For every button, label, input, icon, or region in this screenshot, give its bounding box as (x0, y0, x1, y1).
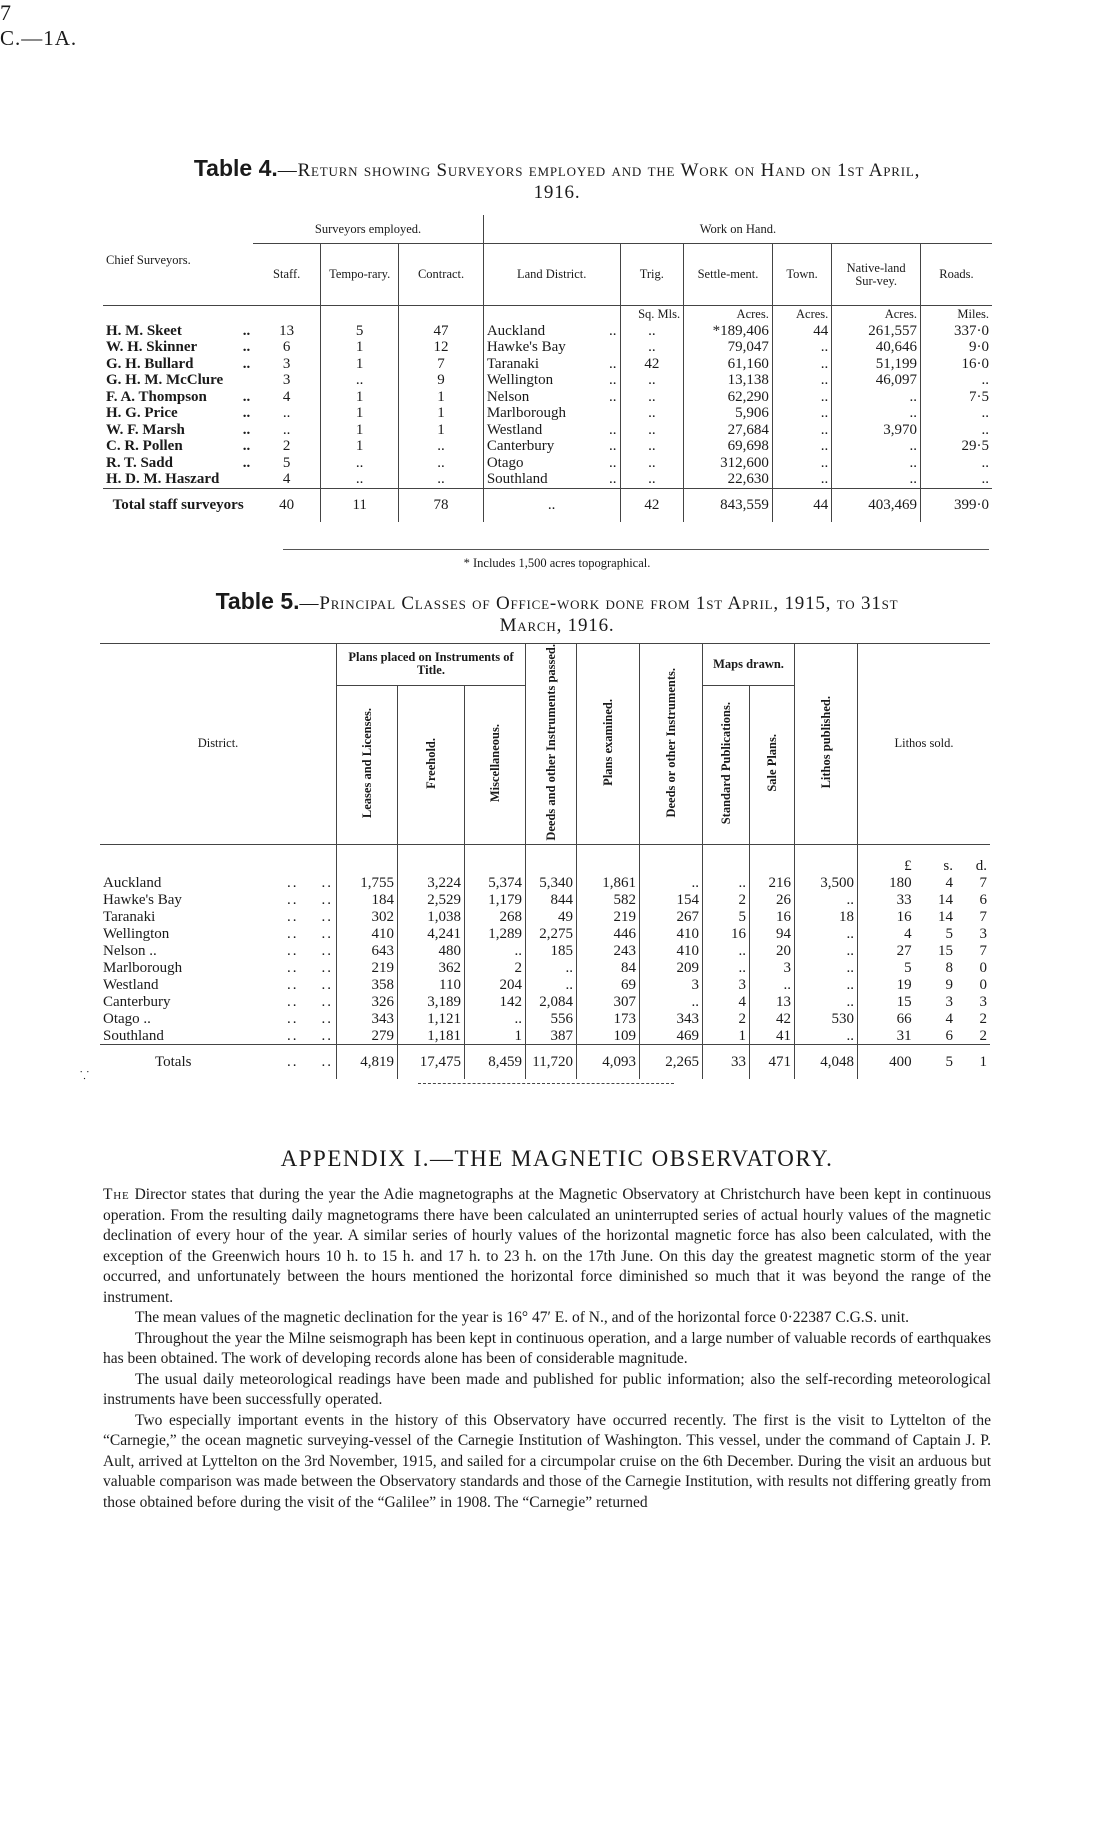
table-row: H. D. M. Haszard 4 .. .. Southland .. .. 22,630 .. .. .. (103, 471, 992, 488)
appendix-body (103, 1185, 991, 1513)
table4-col-settlement: Settle-ment. (684, 244, 773, 306)
table-row: F. A. Thompson .. 4 1 1 Nelson .. .. 62,290 .. .. 7·5 (103, 389, 992, 406)
table4-surveyor: R. T. Sadd (106, 454, 173, 471)
table-row: Southland .. .. 279 1,181 1 387 109 469 1 41 .. 31 6 2 (103, 1027, 987, 1044)
table-row: H. G. Price .. .. 1 1 Marlborough .. 5,906 .. .. .. (103, 405, 992, 422)
appendix-paragraph: Two especially important events in the history of this Observatory have occurred recently. The first is the visit to Lyttelton of the “Carnegie,” the ocean magnetic surveying-vessel of the Carnegie Institution of Washington. This vessel, under the command of Captain J. P. Ault, arrived at Lyttelton on the 3rd November, 1915, and sailed for a circumpolar cruise on the 6th December. During the visit an arduous but valuable comparison was made between the Observatory standards and those of the Carnegie Institution, with results not differing greatly from those obtained before during the visit of the “Galilee” in 1908. The “Carnegie” returned (103, 1411, 991, 1511)
table5-district: Hawke's Bay (103, 891, 182, 908)
table5-district: Nelson (103, 942, 146, 959)
table5-unit-pounds: £ (858, 844, 915, 874)
table5-group-maps: Maps drawn. (703, 644, 795, 686)
table5-group-plans: Plans placed on Instruments of Title. (337, 644, 526, 686)
appendix-paragraph: The Director states that during the year the Adie magnetographs at the Magnetic Observatory at Christchurch have been kept in continuous operation. From the resulting daily magnetograms there have been calculated an uninterrupted series of actual hourly values of the magnetic declination of every hour of the year. A similar series of hourly values of the horizontal magnetic force has also been calculated, with the exception of the Greenwich hours 10 h. to 15 h. and 17 h. to 23 h. on the 17th June. On this day the greatest magnetic storm of the year occurred, and unfortunately between the hours mentioned the horizontal force diminished so much that it was beyond the range of the instrument. (103, 1186, 991, 1306)
table5-district: Marlborough (103, 959, 183, 976)
table4-surveyor: W. F. Marsh (106, 421, 185, 438)
table4-total-row: Total staff surveyors 40 11 78 .. 42 843,559 44 403,469 399·0 (103, 488, 992, 522)
appendix-title: APPENDIX I.—THE MAGNETIC OBSERVATORY. (280, 1146, 834, 1171)
table5-label: Table 5. (215, 588, 300, 614)
table4-surveyor: C. R. Pollen (106, 438, 183, 455)
table-row: W. F. Marsh .. .. 1 1 Westland .. .. 27,684 .. 3,970 .. (103, 422, 992, 439)
table-row: Westland .. .. 358 110 204 .. 69 3 3 .. .. 19 9 0 (103, 976, 987, 993)
table4 (103, 215, 992, 522)
table5-total-label: Totals (155, 1053, 192, 1070)
table-row: Marlborough .. .. 219 362 2 .. 84 209 .. 3 .. 5 8 0 (103, 959, 987, 976)
table5-district: Southland (103, 1027, 164, 1044)
table4-group-surveyors: Surveyors employed. (253, 215, 483, 244)
table4-unit-town: Acres. (772, 306, 831, 323)
table4-surveyor: W. H. Skinner (106, 339, 198, 356)
table4-bottom-rule (283, 549, 989, 550)
table4-surveyor: H. D. M. Haszard (106, 471, 220, 488)
table5-col-lithos-sold: Lithos sold. (858, 644, 991, 845)
section-divider (418, 1083, 674, 1084)
table4-title-line1: —Return showing Surveyors employed and the Work on Hand on 1st April, (277, 160, 921, 181)
table5-total-row: Totals .. .. 4,819 17,475 8,459 11,720 4,093 2,265 33 471 4,048 400 5 1 (100, 1045, 990, 1079)
table5-col-plans-examined: Plans examined. (600, 698, 615, 786)
table4-col-town: Town. (772, 244, 831, 306)
table5-title-line2: March, 1916. (499, 615, 615, 636)
table5-col-freehold: Freehold. (423, 737, 438, 789)
table5-district: Wellington (103, 925, 170, 942)
table4-col-trig: Trig. (620, 244, 684, 306)
table4-label: Table 4. (193, 155, 278, 181)
appendix-paragraph: The mean values of the magnetic declination for the year is 16° 47′ E. of N., and of the horizontal force 0·22387 C.G.S. unit. (135, 1309, 910, 1326)
table-row: G. H. M. McClure 3 .. 9 Wellington .. .. 13,138 .. 46,097 .. (103, 372, 992, 389)
ink-blot: ⸪ (80, 1070, 90, 1082)
table5-district: Otago (103, 1010, 140, 1027)
table5-col-lithos-pub: Lithos published. (818, 696, 833, 789)
table-row: Canterbury .. .. 326 3,189 142 2,084 307 .. 4 13 .. 15 3 3 (103, 993, 987, 1010)
table4-col-native: Native-land Sur-vey. (832, 244, 921, 306)
table5-unit-shillings: s. (943, 858, 953, 875)
table-row: Auckland .. .. 1,755 3,224 5,374 5,340 1,861 .. .. 216 3,500 180 4 7 (103, 874, 987, 891)
table-row: Wellington .. .. 410 4,241 1,289 2,275 446 410 16 94 .. 4 5 3 (103, 925, 987, 942)
table4-unit-roads: Miles. (920, 306, 992, 323)
table5-caption (0, 590, 1114, 637)
table-row: C. R. Pollen .. 2 1 .. Canterbury .. .. 69,698 .. .. 29·5 (103, 438, 992, 455)
table4-col-staff: Staff. (273, 267, 301, 281)
table5-col-misc: Miscellaneous. (487, 724, 502, 803)
table4-group-work: Work on Hand. (483, 215, 992, 244)
table5-district: Canterbury (103, 993, 171, 1010)
table5-district: Auckland (103, 874, 162, 891)
table5-unit-pence: d. (975, 858, 987, 875)
table5-col-deeds-other: Deeds or other Instruments. (663, 667, 678, 818)
table4-surveyor: G. H. M. McClure (106, 372, 224, 389)
table4-total-label: Total staff surveyors (112, 496, 244, 513)
table5 (100, 643, 990, 1079)
table-row: H. M. Skeet .. 13 5 47 Auckland .. .. *189,406 44 261,557 337·0 (103, 323, 992, 340)
table4-title-line2: 1916. (533, 182, 581, 203)
table4-col-roads: Roads. (920, 244, 992, 306)
table-row: Hawke's Bay .. .. 184 2,529 1,179 844 582 154 2 26 .. 33 14 6 (103, 891, 987, 908)
page-reference: C.—1A. (0, 26, 78, 50)
table5-col-district: District. (197, 736, 239, 751)
page-number: 7 (0, 0, 11, 25)
table4-col-temporary: Tempo-rary. (321, 244, 399, 306)
table4-surveyor: H. G. Price (106, 405, 178, 422)
table4-unit-settlement: Acres. (684, 306, 773, 323)
table4-surveyor: H. M. Skeet (106, 322, 182, 339)
table4-unit-trig: Sq. Mls. (620, 306, 684, 323)
table5-district: Taranaki (103, 908, 156, 925)
table5-district: Westland (103, 976, 159, 993)
table4-col-chief: Chief Surveyors. (106, 252, 191, 267)
table5-title-line1: —Principal Classes of Office-work done from 1st April, 1915, to 31st (299, 593, 899, 614)
table4-col-contract: Contract. (399, 244, 484, 306)
table4-caption (0, 157, 1114, 204)
table-row: R. T. Sadd .. 5 .. .. Otago .. .. 312,600 .. .. .. (103, 455, 992, 472)
table-row: W. H. Skinner .. 6 1 12 Hawke's Bay .. 79,047 .. 40,646 9·0 (103, 339, 992, 356)
table-row: G. H. Bullard .. 3 1 7 Taranaki .. 42 61,160 .. 51,199 16·0 (103, 356, 992, 373)
table-row: Otago .. .. .. 343 1,121 .. 556 173 343 2 42 530 66 4 2 (103, 1010, 987, 1027)
appendix-paragraph: The usual daily meteorological readings have been made and published for public information; also the self-recording meteorological instruments have been successfully operated. (103, 1370, 991, 1408)
table5-col-standard: Standard Publications. (718, 701, 733, 825)
table4-unit-native: Acres. (832, 306, 921, 323)
table4-surveyor: G. H. Bullard (106, 355, 194, 372)
appendix-paragraph: Throughout the year the Milne seismograph has been kept in continuous operation, and a large number of valuable records of earthquakes has been obtained. The work of developing records alone has been of considerable magnitude. (103, 1329, 991, 1367)
table-row: Nelson .. .. .. 643 480 .. 185 243 410 .. 20 .. 27 15 7 (103, 942, 987, 959)
table-row: Taranaki .. .. 302 1,038 268 49 219 267 5 16 18 16 14 7 (103, 908, 987, 925)
table4-footnote: * Includes 1,500 acres topographical. (463, 556, 651, 570)
table5-col-sale: Sale Plans. (764, 734, 779, 792)
table4-surveyor: F. A. Thompson (106, 388, 207, 405)
table5-col-deeds: Deeds and other Instruments passed. (543, 644, 558, 841)
table5-col-leases: Leases and Licenses. (359, 708, 374, 819)
table4-col-land-district: Land District. (483, 244, 620, 306)
